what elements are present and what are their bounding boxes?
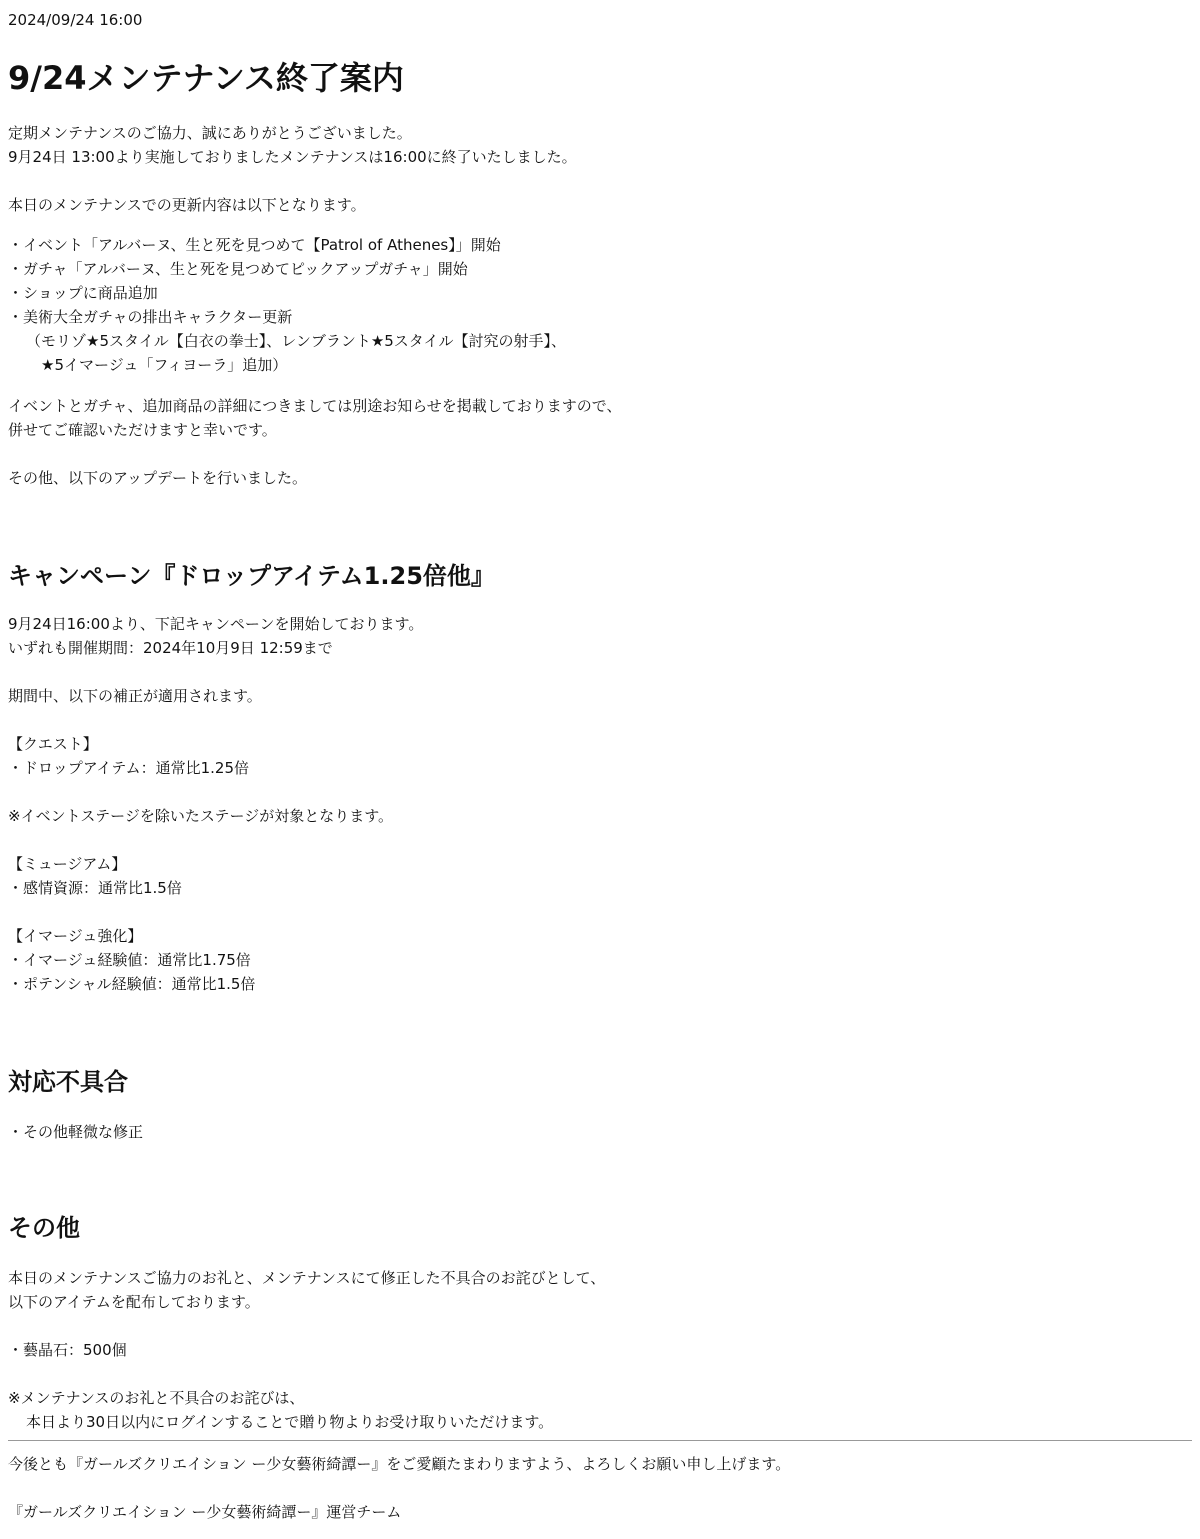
campaign-line: ※イベントステージを除いたステージが対象となります。 [8, 807, 394, 825]
campaign-heading: キャンペーン『ドロップアイテム1.25倍他』 [8, 562, 495, 590]
campaign-line: 期間中、以下の補正が適用されます。 [8, 687, 262, 705]
other-line: ・藝晶石：500個 [8, 1341, 127, 1359]
campaign-line: いずれも開催期間：2024年10月9日 12:59まで [8, 639, 333, 657]
page-title: 9/24メンテナンス終了案内 [8, 59, 404, 97]
post-date: 2024/09/24 16:00 [8, 11, 143, 29]
note-line: 併せてご確認いただけますと幸いです。 [8, 421, 277, 439]
update-item: ・ガチャ「アルバーヌ、生と死を見つめてピックアップガチャ」開始 [8, 260, 468, 278]
note-line: その他、以下のアップデートを行いました。 [8, 469, 307, 487]
campaign-category: 【イマージュ強化】 [8, 927, 143, 945]
intro-line: 定期メンテナンスのご協力、誠にありがとうございました。 [8, 124, 412, 142]
campaign-line: ・ドロップアイテム：通常比1.25倍 [8, 759, 249, 777]
update-item-detail: （モリゾ★5スタイル【白衣の拳士】、レンブラント★5スタイル【討究の射手】、 [26, 332, 567, 350]
other-heading: その他 [8, 1214, 80, 1242]
campaign-line: ・イマージュ経験値：通常比1.75倍 [8, 951, 251, 969]
update-item: ・美術大全ガチャの排出キャラクター更新 [8, 308, 293, 326]
update-item-detail: ★5イマージュ「フィヨーラ」追加） [41, 356, 288, 374]
update-item: ・イベント「アルバーヌ、生と死を見つめて【Patrol of Athenes】」開始 [8, 236, 501, 254]
update-item: ・ショップに商品追加 [8, 284, 158, 302]
other-line: 以下のアイテムを配布しております。 [8, 1293, 260, 1311]
note-line: イベントとガチャ、追加商品の詳細につきましては別途お知らせを掲載しておりますので、 [8, 397, 622, 415]
other-line: 本日より30日以内にログインすることで贈り物よりお受け取りいただけます。 [26, 1413, 554, 1431]
campaign-line: 9月24日16:00より、下記キャンペーンを開始しております。 [8, 615, 424, 633]
other-line: ※メンテナンスのお礼と不具合のお詫びは、 [8, 1389, 305, 1407]
closing-text: 今後とも『ガールズクリエイション ー少女藝術綺譚ー』をご愛顧たまわりますよう、よろしくお願い申し上げます。 [8, 1455, 791, 1473]
divider [8, 1440, 1192, 1441]
intro-line: 本日のメンテナンスでの更新内容は以下となります。 [8, 196, 366, 214]
fixes-line: ・その他軽微な修正 [8, 1123, 144, 1141]
fixes-heading: 対応不具合 [8, 1068, 128, 1096]
campaign-line: ・感情資源：通常比1.5倍 [8, 879, 182, 897]
campaign-category: 【クエスト】 [8, 735, 98, 753]
intro-line: 9月24日 13:00より実施しておりましたメンテナンスは16:00に終了いたしました。 [8, 148, 577, 166]
signature: 『ガールズクリエイション ー少女藝術綺譚ー』運営チーム [8, 1503, 402, 1521]
campaign-line: ・ポテンシャル経験値：通常比1.5倍 [8, 975, 256, 993]
other-line: 本日のメンテナンスご協力のお礼と、メンテナンスにて修正した不具合のお詫びとして、 [8, 1269, 606, 1287]
campaign-category: 【ミュージアム】 [8, 855, 127, 873]
